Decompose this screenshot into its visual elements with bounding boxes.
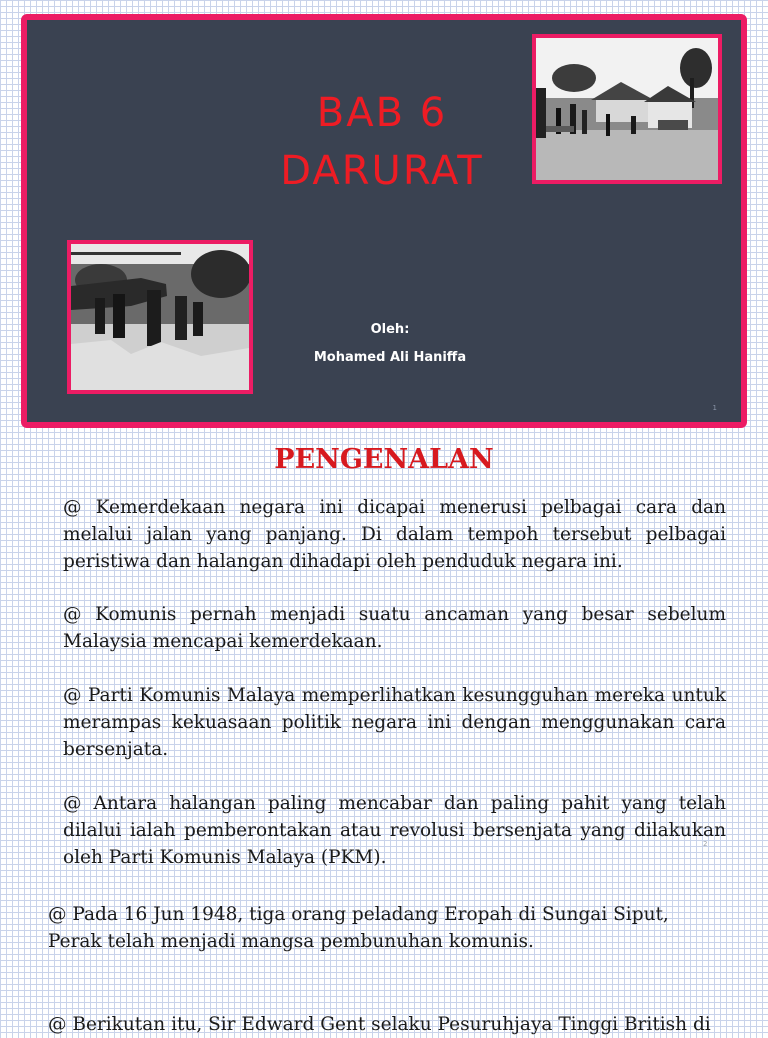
title-slide <box>21 14 747 428</box>
author-name: Mohamed Ali Haniffa <box>313 350 467 365</box>
paragraph-5: @ Pada 16 Jun 1948, tiga orang peladang Eropah di Sungai Siput, Perak telah menjadi mangsa pembunuhan komunis. <box>48 904 669 952</box>
village-photo-image <box>536 38 718 180</box>
soldiers-photo <box>67 240 253 394</box>
slide-title-line-1: BAB 6 <box>316 90 448 136</box>
soldiers-photo-image <box>71 244 249 390</box>
village-photo <box>532 34 722 184</box>
page-mark: 2 <box>703 840 708 848</box>
paragraph-3: @ Parti Komunis Malaya memperlihatkan kesungguhan mereka untuk merampas kekuasaan politik negara ini dengan menggunakan cara bersenjata. <box>63 685 726 760</box>
paragraph-2: @ Komunis pernah menjadi suatu ancaman yang besar sebelum Malaysia mencapai kemerdekaan. <box>63 604 726 652</box>
slide-title-line-2: DARURAT <box>280 148 484 194</box>
section-heading: PENGENALAN <box>274 444 494 475</box>
paragraph-6: @ Berikutan itu, Sir Edward Gent selaku Pesuruhjaya Tinggi British di <box>48 1014 711 1035</box>
paragraph-4: @ Antara halangan paling mencabar dan paling pahit yang telah dilalui ialah pemberontakan atau revolusi bersenjata yang dilakukan oleh Parti Komunis Malaya (PKM). <box>63 793 726 868</box>
slide-number: 1 <box>712 404 717 412</box>
author-label: Oleh: <box>370 322 410 337</box>
paragraph-1: @ Kemerdekaan negara ini dicapai menerusi pelbagai cara dan melalui jalan yang panjang. Di dalam tempoh tersebut pelbagai peristiwa dan halangan dihadapi oleh penduduk negara ini. <box>63 497 726 572</box>
